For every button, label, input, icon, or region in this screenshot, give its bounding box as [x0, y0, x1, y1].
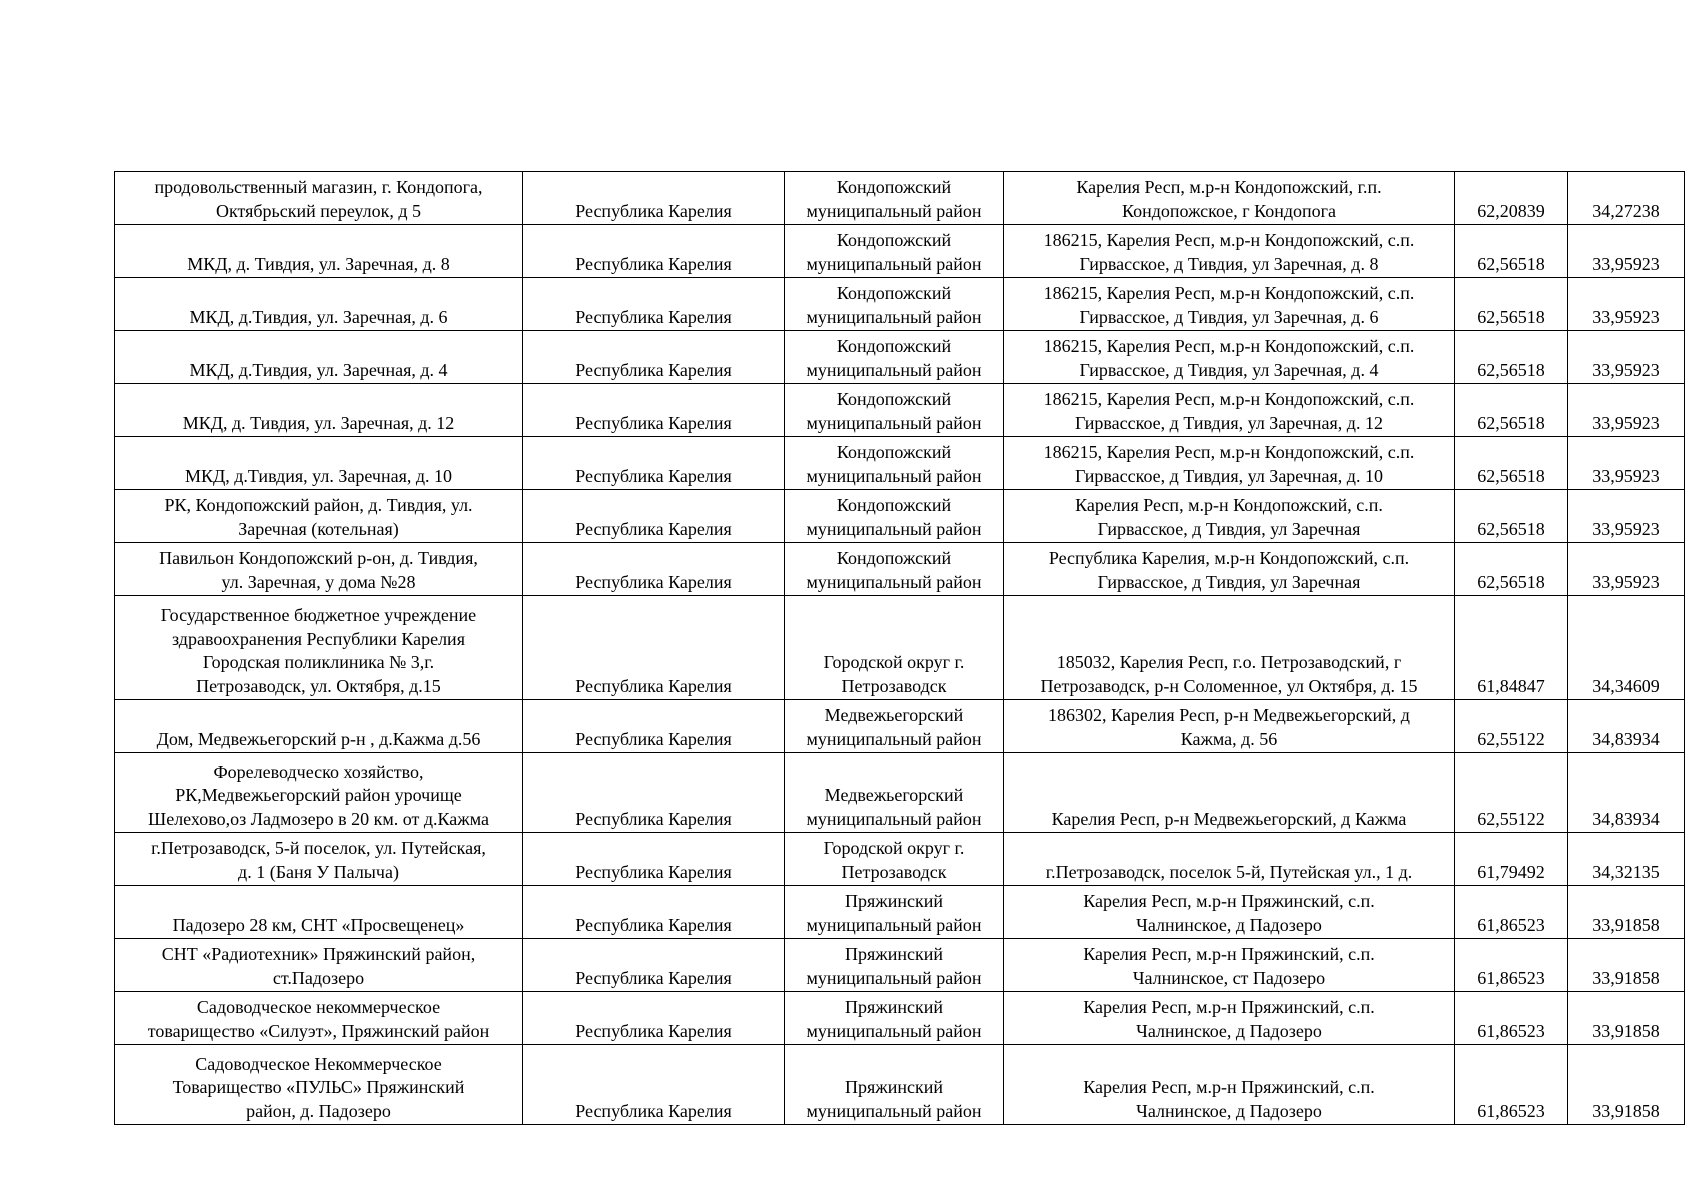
object-name-cell-text: Павильон Кондопожский р-он, д. Тивдия, ул. Заречная, у дома №28: [159, 548, 478, 592]
address-cell-text: Карелия Респ, м.р-н Пряжинский, с.п. Чалнинское, ст Падозеро: [1083, 944, 1375, 988]
district-cell: [785, 596, 1004, 700]
district-cell-text: Городской округ г. Петрозаводск: [823, 838, 965, 882]
district-cell-text: Кондопожский муниципальный район: [806, 442, 982, 486]
region-cell: [523, 225, 785, 278]
latitude-cell-text: 62,55122: [1477, 728, 1545, 749]
region-cell-text: Республика Карелия: [575, 253, 732, 274]
region-cell: [523, 753, 785, 833]
district-cell: [785, 700, 1004, 753]
longitude-cell-text: 34,83934: [1592, 728, 1660, 749]
address-cell: [1004, 833, 1455, 886]
district-cell-text: Кондопожский муниципальный район: [806, 283, 982, 327]
latitude-cell: [1455, 596, 1568, 700]
latitude-cell-text: 62,55122: [1477, 808, 1545, 829]
latitude-cell: [1455, 753, 1568, 833]
district-cell: [785, 331, 1004, 384]
longitude-cell-text: 33,95923: [1592, 412, 1660, 433]
longitude-cell: [1568, 437, 1685, 490]
region-cell-text: Республика Карелия: [575, 1100, 732, 1121]
longitude-cell-text: 33,95923: [1592, 465, 1660, 486]
address-cell-text: 186215, Карелия Респ, м.р-н Кондопожский, с.п. Гирвасское, д Тивдия, ул Заречная, д. 4: [1043, 336, 1415, 380]
region-cell: [523, 172, 785, 225]
address-cell-text: 186215, Карелия Респ, м.р-н Кондопожский, с.п. Гирвасское, д Тивдия, ул Заречная, д. 10: [1043, 442, 1415, 486]
address-cell-text: 186302, Карелия Респ, р-н Медвежьегорский, д Кажма, д. 56: [1048, 705, 1410, 749]
table-row: [115, 172, 1685, 225]
object-name-cell-text: г.Петрозаводск, 5-й поселок, ул. Путейская, д. 1 (Баня У Палыча): [151, 838, 486, 882]
object-name-cell: [115, 753, 523, 833]
object-name-cell: [115, 1045, 523, 1125]
region-cell-text: Республика Карелия: [575, 861, 732, 882]
table-row: [115, 700, 1685, 753]
object-name-cell-text: Форелеводческо хозяйство, РК,Медвежьегорский район урочище Шелехово,оз Ладмозеро в 20 км. от д.Кажма: [148, 761, 489, 829]
address-cell-text: 186215, Карелия Респ, м.р-н Кондопожский, с.п. Гирвасское, д Тивдия, ул Заречная, д. 8: [1043, 230, 1415, 274]
address-cell: [1004, 437, 1455, 490]
region-cell: [523, 490, 785, 543]
district-cell-text: Пряжинский муниципальный район: [806, 891, 982, 935]
district-cell-text: Медвежьегорский муниципальный район: [806, 785, 982, 829]
latitude-cell-text: 62,56518: [1477, 465, 1545, 486]
address-cell: [1004, 700, 1455, 753]
latitude-cell-text: 62,56518: [1477, 359, 1545, 380]
latitude-cell-text: 61,86523: [1477, 914, 1545, 935]
address-cell-text: Карелия Респ, м.р-н Пряжинский, с.п. Чалнинское, д Падозеро: [1083, 1077, 1375, 1121]
district-cell: [785, 278, 1004, 331]
longitude-cell-text: 33,95923: [1592, 359, 1660, 380]
region-cell-text: Республика Карелия: [575, 571, 732, 592]
object-name-cell-text: Государственное бюджетное учреждение здравоохранения Республики Карелия Городская поликлиника № 3,г. Петрозаводск, ул. Октября, д.15: [160, 605, 477, 696]
table-row: [115, 833, 1685, 886]
region-cell-text: Республика Карелия: [575, 412, 732, 433]
latitude-cell-text: 62,56518: [1477, 571, 1545, 592]
latitude-cell-text: 61,79492: [1477, 861, 1545, 882]
longitude-cell-text: 33,95923: [1592, 571, 1660, 592]
latitude-cell: [1455, 543, 1568, 596]
address-cell: [1004, 992, 1455, 1045]
latitude-cell: [1455, 225, 1568, 278]
address-cell: [1004, 1045, 1455, 1125]
object-name-cell: [115, 225, 523, 278]
region-cell-text: Республика Карелия: [575, 359, 732, 380]
longitude-cell-text: 33,95923: [1592, 253, 1660, 274]
longitude-cell: [1568, 753, 1685, 833]
region-cell-text: Республика Карелия: [575, 914, 732, 935]
address-cell-text: Карелия Респ, м.р-н Пряжинский, с.п. Чалнинское, д Падозеро: [1083, 891, 1375, 935]
longitude-cell: [1568, 490, 1685, 543]
object-name-cell-text: МКД, д.Тивдия, ул. Заречная, д. 4: [189, 359, 448, 380]
object-name-cell: [115, 172, 523, 225]
longitude-cell: [1568, 278, 1685, 331]
latitude-cell: [1455, 384, 1568, 437]
table-row: [115, 437, 1685, 490]
district-cell: [785, 1045, 1004, 1125]
object-name-cell-text: МКД, д.Тивдия, ул. Заречная, д. 10: [184, 465, 453, 486]
region-cell-text: Республика Карелия: [575, 465, 732, 486]
district-cell-text: Кондопожский муниципальный район: [806, 336, 982, 380]
address-cell-text: 185032, Карелия Респ, г.о. Петрозаводский, г Петрозаводск, р-н Соломенное, ул Октября, д. 15: [1040, 652, 1418, 696]
district-cell-text: Кондопожский муниципальный район: [806, 548, 982, 592]
longitude-cell-text: 34,34609: [1592, 675, 1660, 696]
address-cell-text: 186215, Карелия Респ, м.р-н Кондопожский, с.п. Гирвасское, д Тивдия, ул Заречная, д. 6: [1043, 283, 1415, 327]
region-cell-text: Республика Карелия: [575, 967, 732, 988]
district-cell-text: Кондопожский муниципальный район: [806, 177, 982, 221]
object-name-cell: [115, 886, 523, 939]
region-cell: [523, 886, 785, 939]
address-cell: [1004, 939, 1455, 992]
table-row: [115, 543, 1685, 596]
table-row: [115, 596, 1685, 700]
table-row: [115, 992, 1685, 1045]
object-name-cell: [115, 700, 523, 753]
object-name-cell-text: Дом, Медвежьегорский р-н , д.Кажма д.56: [156, 728, 481, 749]
address-cell-text: Карелия Респ, м.р-н Пряжинский, с.п. Чалнинское, д Падозеро: [1083, 997, 1375, 1041]
latitude-cell: [1455, 1045, 1568, 1125]
region-cell: [523, 700, 785, 753]
longitude-cell: [1568, 331, 1685, 384]
district-cell: [785, 437, 1004, 490]
district-cell-text: Пряжинский муниципальный район: [806, 944, 982, 988]
longitude-cell: [1568, 225, 1685, 278]
object-name-cell: [115, 490, 523, 543]
district-cell: [785, 543, 1004, 596]
district-cell: [785, 384, 1004, 437]
region-cell-text: Республика Карелия: [575, 306, 732, 327]
object-name-cell: [115, 939, 523, 992]
region-cell-text: Республика Карелия: [575, 200, 732, 221]
object-name-cell: [115, 543, 523, 596]
region-cell: [523, 992, 785, 1045]
district-cell-text: Кондопожский муниципальный район: [806, 495, 982, 539]
table-row: [115, 331, 1685, 384]
address-cell-text: г.Петрозаводск, поселок 5-й, Путейская ул., 1 д.: [1045, 861, 1413, 882]
address-cell: [1004, 490, 1455, 543]
longitude-cell: [1568, 172, 1685, 225]
longitude-cell: [1568, 992, 1685, 1045]
object-name-cell-text: МКД, д.Тивдия, ул. Заречная, д. 6: [189, 306, 448, 327]
address-cell: [1004, 596, 1455, 700]
latitude-cell-text: 62,56518: [1477, 518, 1545, 539]
region-cell: [523, 939, 785, 992]
address-cell-text: Республика Карелия, м.р-н Кондопожский, с.п. Гирвасское, д Тивдия, ул Заречная: [1048, 548, 1410, 592]
region-cell: [523, 1045, 785, 1125]
table-row: [115, 886, 1685, 939]
address-cell: [1004, 331, 1455, 384]
table-row: [115, 384, 1685, 437]
region-cell-text: Республика Карелия: [575, 675, 732, 696]
latitude-cell-text: 61,86523: [1477, 1100, 1545, 1121]
longitude-cell-text: 33,95923: [1592, 306, 1660, 327]
latitude-cell: [1455, 939, 1568, 992]
object-name-cell: [115, 278, 523, 331]
object-name-cell: [115, 437, 523, 490]
object-name-cell-text: Садоводческое Некоммерческое Товарищество «ПУЛЬС» Пряжинский район, д. Падозеро: [172, 1053, 465, 1121]
district-cell-text: Городской округ г. Петрозаводск: [823, 652, 965, 696]
address-cell: [1004, 172, 1455, 225]
table-row: [115, 225, 1685, 278]
region-cell: [523, 596, 785, 700]
region-cell: [523, 331, 785, 384]
longitude-cell-text: 34,27238: [1592, 200, 1660, 221]
district-cell-text: Медвежьегорский муниципальный район: [806, 705, 982, 749]
address-cell: [1004, 225, 1455, 278]
region-cell: [523, 278, 785, 331]
object-name-cell-text: РК, Кондопожский район, д. Тивдия, ул. Заречная (котельная): [164, 495, 473, 539]
table-row: [115, 490, 1685, 543]
district-cell: [785, 225, 1004, 278]
district-cell-text: Пряжинский муниципальный район: [806, 997, 982, 1041]
table-row: [115, 1045, 1685, 1125]
region-cell-text: Республика Карелия: [575, 808, 732, 829]
address-cell: [1004, 886, 1455, 939]
latitude-cell-text: 61,84847: [1477, 675, 1545, 696]
latitude-cell: [1455, 833, 1568, 886]
address-cell-text: Карелия Респ, р-н Медвежьегорский, д Кажма: [1051, 808, 1407, 829]
address-cell-text: 186215, Карелия Респ, м.р-н Кондопожский, с.п. Гирвасское, д Тивдия, ул Заречная, д. 12: [1043, 389, 1415, 433]
object-name-cell: [115, 384, 523, 437]
latitude-cell-text: 61,86523: [1477, 1020, 1545, 1041]
district-cell: [785, 833, 1004, 886]
latitude-cell: [1455, 992, 1568, 1045]
district-cell-text: Кондопожский муниципальный район: [806, 230, 982, 274]
latitude-cell: [1455, 278, 1568, 331]
longitude-cell-text: 33,95923: [1592, 518, 1660, 539]
longitude-cell: [1568, 700, 1685, 753]
object-name-cell-text: продовольственный магазин, г. Кондопога, Октябрьский переулок, д 5: [154, 177, 483, 221]
longitude-cell: [1568, 833, 1685, 886]
object-name-cell-text: МКД, д. Тивдия, ул. Заречная, д. 12: [182, 412, 455, 433]
district-cell-text: Кондопожский муниципальный район: [806, 389, 982, 433]
longitude-cell: [1568, 1045, 1685, 1125]
object-name-cell: [115, 833, 523, 886]
longitude-cell-text: 33,91858: [1592, 1020, 1660, 1041]
table-row: [115, 278, 1685, 331]
latitude-cell: [1455, 700, 1568, 753]
table-row: [115, 939, 1685, 992]
address-cell: [1004, 753, 1455, 833]
region-cell: [523, 543, 785, 596]
longitude-cell: [1568, 939, 1685, 992]
longitude-cell: [1568, 543, 1685, 596]
district-cell: [785, 992, 1004, 1045]
region-cell: [523, 833, 785, 886]
object-name-cell: [115, 331, 523, 384]
address-cell: [1004, 384, 1455, 437]
longitude-cell: [1568, 886, 1685, 939]
district-cell: [785, 490, 1004, 543]
district-cell: [785, 939, 1004, 992]
table-row: [115, 753, 1685, 833]
latitude-cell-text: 62,20839: [1477, 200, 1545, 221]
address-cell: [1004, 543, 1455, 596]
objects-table: [114, 171, 1685, 1125]
latitude-cell-text: 62,56518: [1477, 412, 1545, 433]
object-name-cell-text: Падозеро 28 км, СНТ «Просвещенец»: [172, 914, 465, 935]
district-cell-text: Пряжинский муниципальный район: [806, 1077, 982, 1121]
latitude-cell: [1455, 490, 1568, 543]
object-name-cell-text: МКД, д. Тивдия, ул. Заречная, д. 8: [187, 253, 450, 274]
address-cell-text: Карелия Респ, м.р-н Кондопожский, г.п. Кондопожское, г Кондопога: [1076, 177, 1382, 221]
object-name-cell: [115, 596, 523, 700]
district-cell: [785, 886, 1004, 939]
longitude-cell-text: 34,83934: [1592, 808, 1660, 829]
region-cell-text: Республика Карелия: [575, 728, 732, 749]
address-cell: [1004, 278, 1455, 331]
longitude-cell: [1568, 384, 1685, 437]
object-name-cell-text: СНТ «Радиотехник» Пряжинский район, ст.Падозеро: [161, 944, 476, 988]
latitude-cell: [1455, 437, 1568, 490]
longitude-cell-text: 33,91858: [1592, 1100, 1660, 1121]
region-cell-text: Республика Карелия: [575, 1020, 732, 1041]
region-cell: [523, 384, 785, 437]
region-cell: [523, 437, 785, 490]
latitude-cell-text: 62,56518: [1477, 253, 1545, 274]
district-cell: [785, 172, 1004, 225]
latitude-cell-text: 62,56518: [1477, 306, 1545, 327]
object-name-cell-text: Садоводческое некоммерческое товарищество «Силуэт», Пряжинский район: [147, 997, 490, 1041]
longitude-cell-text: 33,91858: [1592, 914, 1660, 935]
object-name-cell: [115, 992, 523, 1045]
region-cell-text: Республика Карелия: [575, 518, 732, 539]
latitude-cell: [1455, 172, 1568, 225]
longitude-cell: [1568, 596, 1685, 700]
longitude-cell-text: 33,91858: [1592, 967, 1660, 988]
district-cell: [785, 753, 1004, 833]
latitude-cell: [1455, 886, 1568, 939]
address-cell-text: Карелия Респ, м.р-н Кондопожский, с.п. Гирвасское, д Тивдия, ул Заречная: [1075, 495, 1383, 539]
latitude-cell-text: 61,86523: [1477, 967, 1545, 988]
latitude-cell: [1455, 331, 1568, 384]
longitude-cell-text: 34,32135: [1592, 861, 1660, 882]
table-body: [115, 172, 1685, 1125]
